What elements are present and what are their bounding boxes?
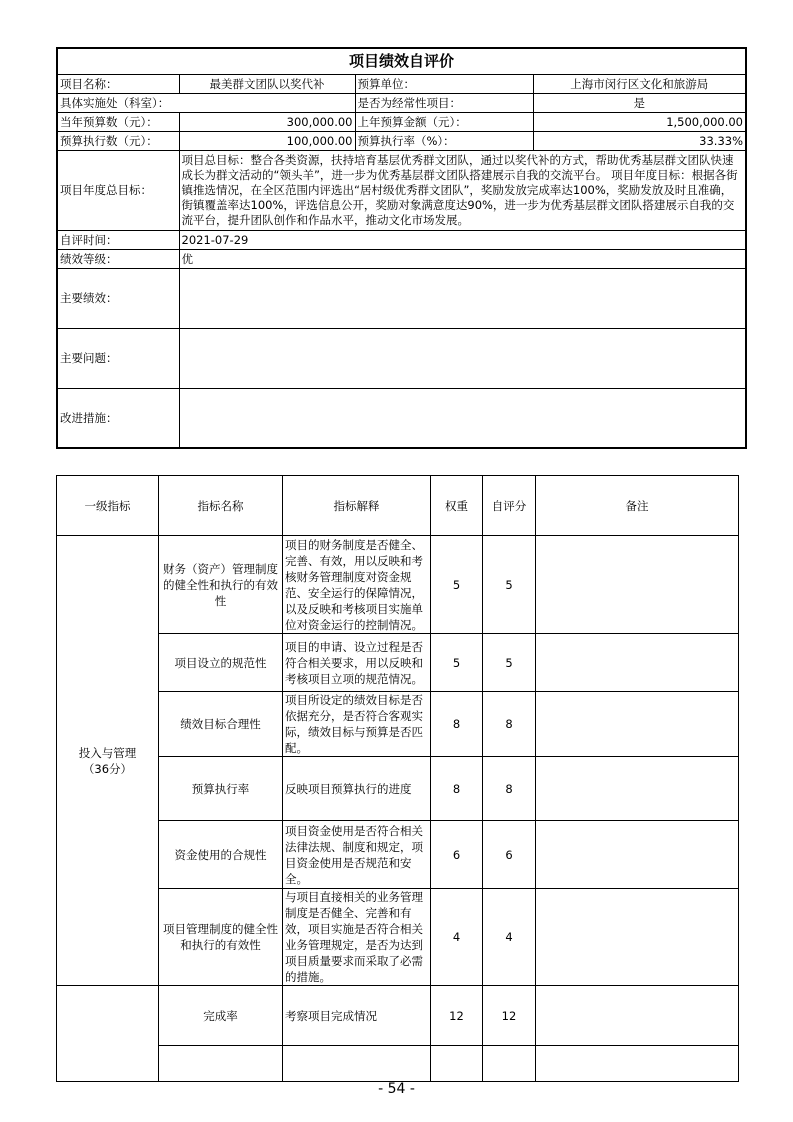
indicator-score: 12 [483,986,536,1046]
table-row [57,536,739,634]
indicator-weight: 5 [431,634,483,692]
indicator-name: 绩效目标合理性 [159,692,283,757]
indicator-score: 8 [483,757,536,821]
table-row [57,757,739,821]
indicator-weight: 8 [431,757,483,821]
eval-time-label: 自评时间： [57,230,179,249]
group-label: 投入与管理 [78,745,137,760]
indicator-name: 资金使用的合规性 [159,821,283,889]
indicator-desc: 与项目直接相关的业务管理制度是否健全、完善和有效，项目实施是否符合相关业务管理规定，是否为达到项目质量要求而采取了必需的措施。 [283,889,431,986]
project-name-value: 最美群文团队以奖代补 [179,74,355,93]
last-budget-label: 上年预算金额（元）： [355,112,533,131]
indicator-name: 预算执行率 [159,757,283,821]
indicator-table [56,475,739,1082]
indicator-score: 8 [483,692,536,757]
indicator-score: 5 [483,634,536,692]
indicator-note [536,634,739,692]
table-row [57,634,739,692]
budget-unit-value: 上海市闵行区文化和旅游局 [533,74,746,93]
impl-dept-label: 具体实施处（科室）： [57,93,355,112]
indicator-name: 项目设立的规范性 [159,634,283,692]
indicator-desc: 考察项目完成情况 [283,986,431,1046]
header-desc: 指标解释 [283,476,431,536]
indicator-desc: 项目的财务制度是否健全、完善、有效，用以反映和考核财务管理制度对资金规范、安全运行的保障情况，以及反映和考核项目实施单位对资金运行的控制情况。 [283,536,431,634]
recurring-value: 是 [533,93,746,112]
exec-amount-label: 预算执行数（元）： [57,131,179,150]
indicator-note [536,889,739,986]
indicator-weight: 6 [431,821,483,889]
group-output [57,986,159,1082]
group-score: （36分） [82,761,133,776]
indicator-name: 财务（资产）管理制度的健全性和执行的有效性 [159,536,283,634]
indicator-note [536,821,739,889]
indicator-desc: 项目的申请、设立过程是否符合相关要求，用以反映和考核项目立项的规范情况。 [283,634,431,692]
last-budget-value: 1,500,000.00 [533,112,746,131]
project-name-label: 项目名称： [57,74,179,93]
indicator-desc: 项目所设定的绩效目标是否依据充分，是否符合客观实际，绩效目标与预算是否匹配。 [283,692,431,757]
recurring-label: 是否为经常性项目： [355,93,533,112]
indicator-weight: 12 [431,986,483,1046]
project-summary-table [56,47,747,449]
exec-rate-label: 预算执行率（%）： [355,131,533,150]
indicator-desc: 项目资金使用是否符合相关法律法规、制度和规定，项目资金使用是否规范和安全。 [283,821,431,889]
header-weight: 权重 [431,476,483,536]
improvement-label: 改进措施： [57,388,179,448]
main-issues-value [179,328,746,388]
page-title: 项目绩效自评价 [57,48,746,74]
exec-rate-value: 33.33% [533,131,746,150]
group-input-management [57,536,159,986]
annual-goal-label: 项目年度总目标： [57,150,179,230]
indicator-score: 6 [483,821,536,889]
indicator-weight: 4 [431,889,483,986]
page-number: - 54 - [378,1081,415,1097]
table-row [57,821,739,889]
indicator-name [159,1046,283,1082]
indicator-weight: 5 [431,536,483,634]
table-row [57,1046,739,1082]
indicator-note [536,1046,739,1082]
indicator-name: 完成率 [159,986,283,1046]
eval-time-value: 2021-07-29 [179,230,746,249]
improvement-value [179,388,746,448]
indicator-note [536,692,739,757]
indicator-desc [283,1046,431,1082]
budget-unit-label: 预算单位： [355,74,533,93]
header-note: 备注 [536,476,739,536]
header-name: 指标名称 [159,476,283,536]
indicator-name: 项目管理制度的健全性和执行的有效性 [159,889,283,986]
main-performance-value [179,268,746,328]
header-score: 自评分 [483,476,536,536]
indicator-desc: 反映项目预算执行的进度 [283,757,431,821]
grade-label: 绩效等级： [57,249,179,268]
current-budget-label: 当年预算数（元）： [57,112,179,131]
indicator-score [483,1046,536,1082]
indicator-score: 4 [483,889,536,986]
main-performance-label: 主要绩效： [57,268,179,328]
indicator-weight [431,1046,483,1082]
indicator-score: 5 [483,536,536,634]
indicator-note [536,757,739,821]
main-issues-label: 主要问题： [57,328,179,388]
exec-amount-value: 100,000.00 [179,131,355,150]
current-budget-value: 300,000.00 [179,112,355,131]
grade-value: 优 [179,249,746,268]
table-row [57,692,739,757]
table-row [57,889,739,986]
table-row [57,986,739,1046]
annual-goal-text: 项目总目标：整合各类资源，扶持培育基层优秀群文团队，通过以奖代补的方式，帮助优秀基层群文团队快速成长为群文活动的“领头羊”，进一步为优秀基层群文团队搭建展示自我的交流平台。 项目年度目标：根据各街镇推选情况，在全区范围内评选出“居村级优秀群文团队”，奖励发放完成率达100%，奖励发放及时且准确，街镇覆盖率达100%，评选信息公开，奖励对象满意度达90%，进一步为优秀基层群文团队搭建展示自我的交流平台，提升团队创作和作品水平，推动文化市场发展。 [179,150,746,230]
indicator-weight: 8 [431,692,483,757]
indicator-note [536,536,739,634]
header-level1: 一级指标 [57,476,159,536]
indicator-note [536,986,739,1046]
